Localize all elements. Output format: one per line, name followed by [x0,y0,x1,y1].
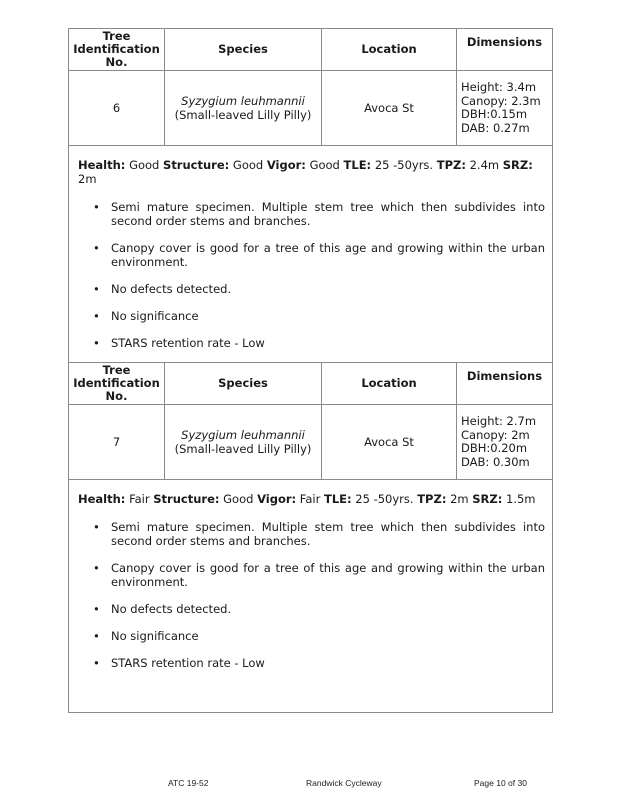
tle-value: 25 -50yrs. [374,158,434,172]
bullet-icon: • [93,336,100,350]
header-species: Species [165,363,322,404]
table-row [69,71,552,146]
bullet-icon: • [93,200,100,214]
tree-record-6 [69,29,552,363]
footer-project-name: Randwick Cycleway [306,778,382,788]
bullet-icon: • [93,241,100,255]
bullet-icon: • [93,309,100,323]
header-dimensions: Dimensions [466,369,543,383]
header-tree-id: Tree Identification No. [69,29,165,70]
footer-document-ref: ATC 19-52 [168,778,209,788]
health-value: Fair [129,492,150,506]
srz-label: SRZ: [472,492,503,506]
list-item: • Semi mature specimen. Multiple stem tree which then subdivides into second order stems and branches. [93,520,545,548]
dimension-dbh: DBH:0.15m [461,107,528,121]
header-location: Location [322,363,457,404]
tree-assessment-table [68,28,553,713]
dimension-dab: DAB: 0.27m [461,120,530,135]
list-item: • Canopy cover is good for a tree of this age and growing within the urban environment. [93,241,545,269]
dimensions-cell [457,71,552,145]
srz-value: 2m [78,172,97,186]
dimension-dab: DAB: 0.30m [461,454,530,469]
page-footer [0,778,622,790]
dimension-height: Height: 3.4m [461,80,537,94]
species-common-name: (Small-leaved Lilly Pilly) [174,108,312,122]
table-header-row [69,363,552,405]
health-label: Health: [78,158,126,172]
dimension-dbh: DBH:0.20m [461,441,528,455]
vigor-value: Good [309,158,340,172]
dimension-canopy: Canopy: 2.3m [461,93,541,108]
header-tree-id: Tree Identification No. [69,363,165,404]
list-item: • No defects detected. [93,282,232,296]
header-species: Species [165,29,322,70]
assessment-notes [69,146,552,362]
bullet-icon: • [93,629,100,643]
tle-value: 25 -50yrs. [355,492,414,506]
species-scientific-name: Syzygium leuhmannii [181,428,305,442]
tle-label: TLE: [343,158,372,172]
structure-label: Structure: [153,492,220,506]
structure-value: Good [232,158,264,172]
tree-record-7 [69,363,552,712]
health-summary [78,158,545,186]
species-cell [165,405,322,479]
assessment-notes [69,480,552,712]
list-item: • No significance [93,309,199,323]
dimension-canopy: Canopy: 2m [461,427,530,442]
tpz-value: 2m [450,492,469,506]
notes-list [78,520,545,670]
location: Avoca St [322,405,457,479]
list-item: • STARS retention rate - Low [93,656,265,670]
bullet-icon: • [93,282,100,296]
footer-page-number: Page 10 of 30 [474,778,527,788]
tree-id: 6 [69,71,165,145]
list-item: • Semi mature specimen. Multiple stem tree which then subdivides into second order stems and branches. [93,200,545,228]
srz-value: 1.5m [506,492,536,506]
species-common-name: (Small-leaved Lilly Pilly) [174,442,312,456]
header-dimensions: Dimensions [466,35,543,49]
tpz-label: TPZ: [417,492,447,506]
bullet-icon: • [93,520,100,534]
dimension-height: Height: 2.7m [461,414,537,428]
species-cell [165,71,322,145]
vigor-label: Vigor: [266,158,306,172]
health-label: Health: [78,492,126,506]
species-scientific-name: Syzygium leuhmannii [181,94,305,108]
vigor-label: Vigor: [257,492,297,506]
notes-list [78,200,545,350]
structure-value: Good [223,492,254,506]
dimensions-cell [457,405,552,479]
srz-label: SRZ: [502,158,533,172]
tle-label: TLE: [323,492,352,506]
location: Avoca St [322,71,457,145]
health-summary [78,492,545,506]
table-row [69,405,552,480]
list-item: • No significance [93,629,199,643]
bullet-icon: • [93,602,100,616]
list-item: • Canopy cover is good for a tree of this age and growing within the urban environment. [93,561,545,589]
bullet-icon: • [93,561,100,575]
vigor-value: Fair [299,492,321,506]
health-value: Good [129,158,160,172]
structure-label: Structure: [163,158,230,172]
table-header-row [69,29,552,71]
list-item: • No defects detected. [93,602,232,616]
header-location: Location [322,29,457,70]
tree-id: 7 [69,405,165,479]
list-item: • STARS retention rate - Low [93,336,265,350]
tpz-value: 2.4m [469,158,500,172]
bullet-icon: • [93,656,100,670]
tpz-label: TPZ: [436,158,466,172]
